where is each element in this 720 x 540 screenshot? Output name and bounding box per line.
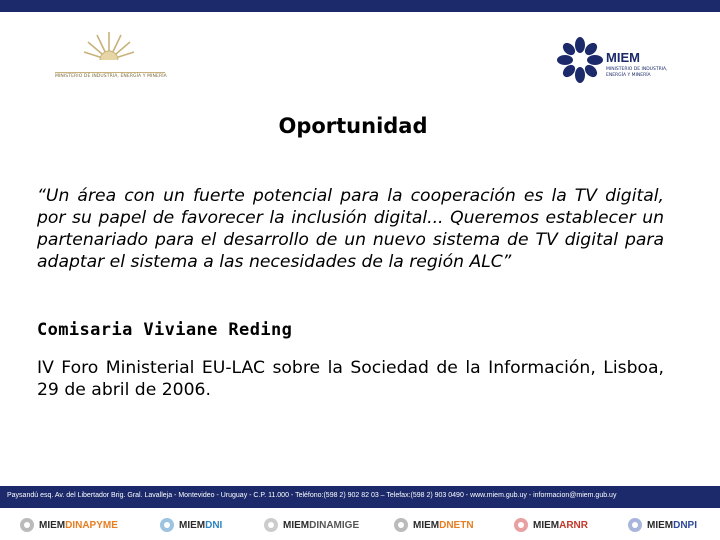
brand-arnr — [512, 514, 588, 536]
ministry-sun-logo — [55, 30, 165, 86]
brand-prefix: MIEM — [533, 519, 560, 531]
brand-suffix: DNPI — [673, 519, 698, 531]
flower-icon — [18, 516, 36, 534]
ministry-name: MINISTERIO DE INDUSTRIA, ENERGÍA Y MINERÍA — [55, 74, 167, 79]
brand-dinamige — [262, 514, 359, 536]
brand-dnetn — [392, 514, 474, 536]
brand-prefix: MIEM — [179, 519, 206, 531]
brand-prefix: MIEM — [413, 519, 440, 531]
brand-dni — [158, 514, 222, 536]
brand-prefix: MIEM — [39, 519, 66, 531]
brand-suffix: DNI — [205, 519, 223, 531]
brand-suffix: ARNR — [559, 519, 588, 531]
miem-subtitle: MINISTERIO DE INDUSTRIA, ENERGÍA Y MINERÍA — [606, 67, 668, 78]
top-bar — [0, 0, 720, 12]
flower-icon — [626, 516, 644, 534]
sun-icon — [83, 30, 135, 70]
brand-prefix: MIEM — [647, 519, 674, 531]
footer-bar — [0, 486, 720, 508]
brand-prefix: MIEM — [283, 519, 310, 531]
quote-text: “Un área con un fuerte potencial para la cooperación es la TV digital, por su papel de favorecer la inclusión digital... Queremos establecer un partenariado para el desarrollo de un nuevo sistema de TV digital para adaptar el sistema a las necesidades de la región ALC” — [37, 186, 664, 272]
slide-title: Oportunidad — [278, 114, 428, 138]
flower-icon — [512, 516, 530, 534]
brand-suffix: DINAPYME — [65, 519, 118, 531]
brand-dnpi — [626, 514, 697, 536]
brand-suffix: DINAMIGE — [309, 519, 360, 531]
miem-logo — [556, 36, 676, 92]
miem-brand: MIEM — [606, 50, 640, 65]
brand-dinapyme — [18, 514, 118, 536]
agency-logos — [0, 510, 720, 540]
flower-icon — [158, 516, 176, 534]
quote-source: IV Foro Ministerial EU-LAC sobre la Sociedad de la Información, Lisboa, 29 de abril de 2006. — [37, 358, 664, 400]
logo-rule — [55, 72, 165, 73]
flower-icon — [392, 516, 410, 534]
flower-icon — [262, 516, 280, 534]
miem-flower-icon — [556, 36, 604, 84]
quote-author: Comisaria Viviane Reding — [37, 320, 293, 340]
footer-address: Paysandú esq. Av. del Libertador Brig. Gral. Lavalleja - Montevideo - Uruguay - C.P. 11.000 - Teléfono:(598 2) 902 82 03 – Telefax:(598 2) 903 0490 - www.miem.gub.uy - informacion@miem.gub.uy — [7, 492, 617, 499]
brand-suffix: DNETN — [439, 519, 474, 531]
